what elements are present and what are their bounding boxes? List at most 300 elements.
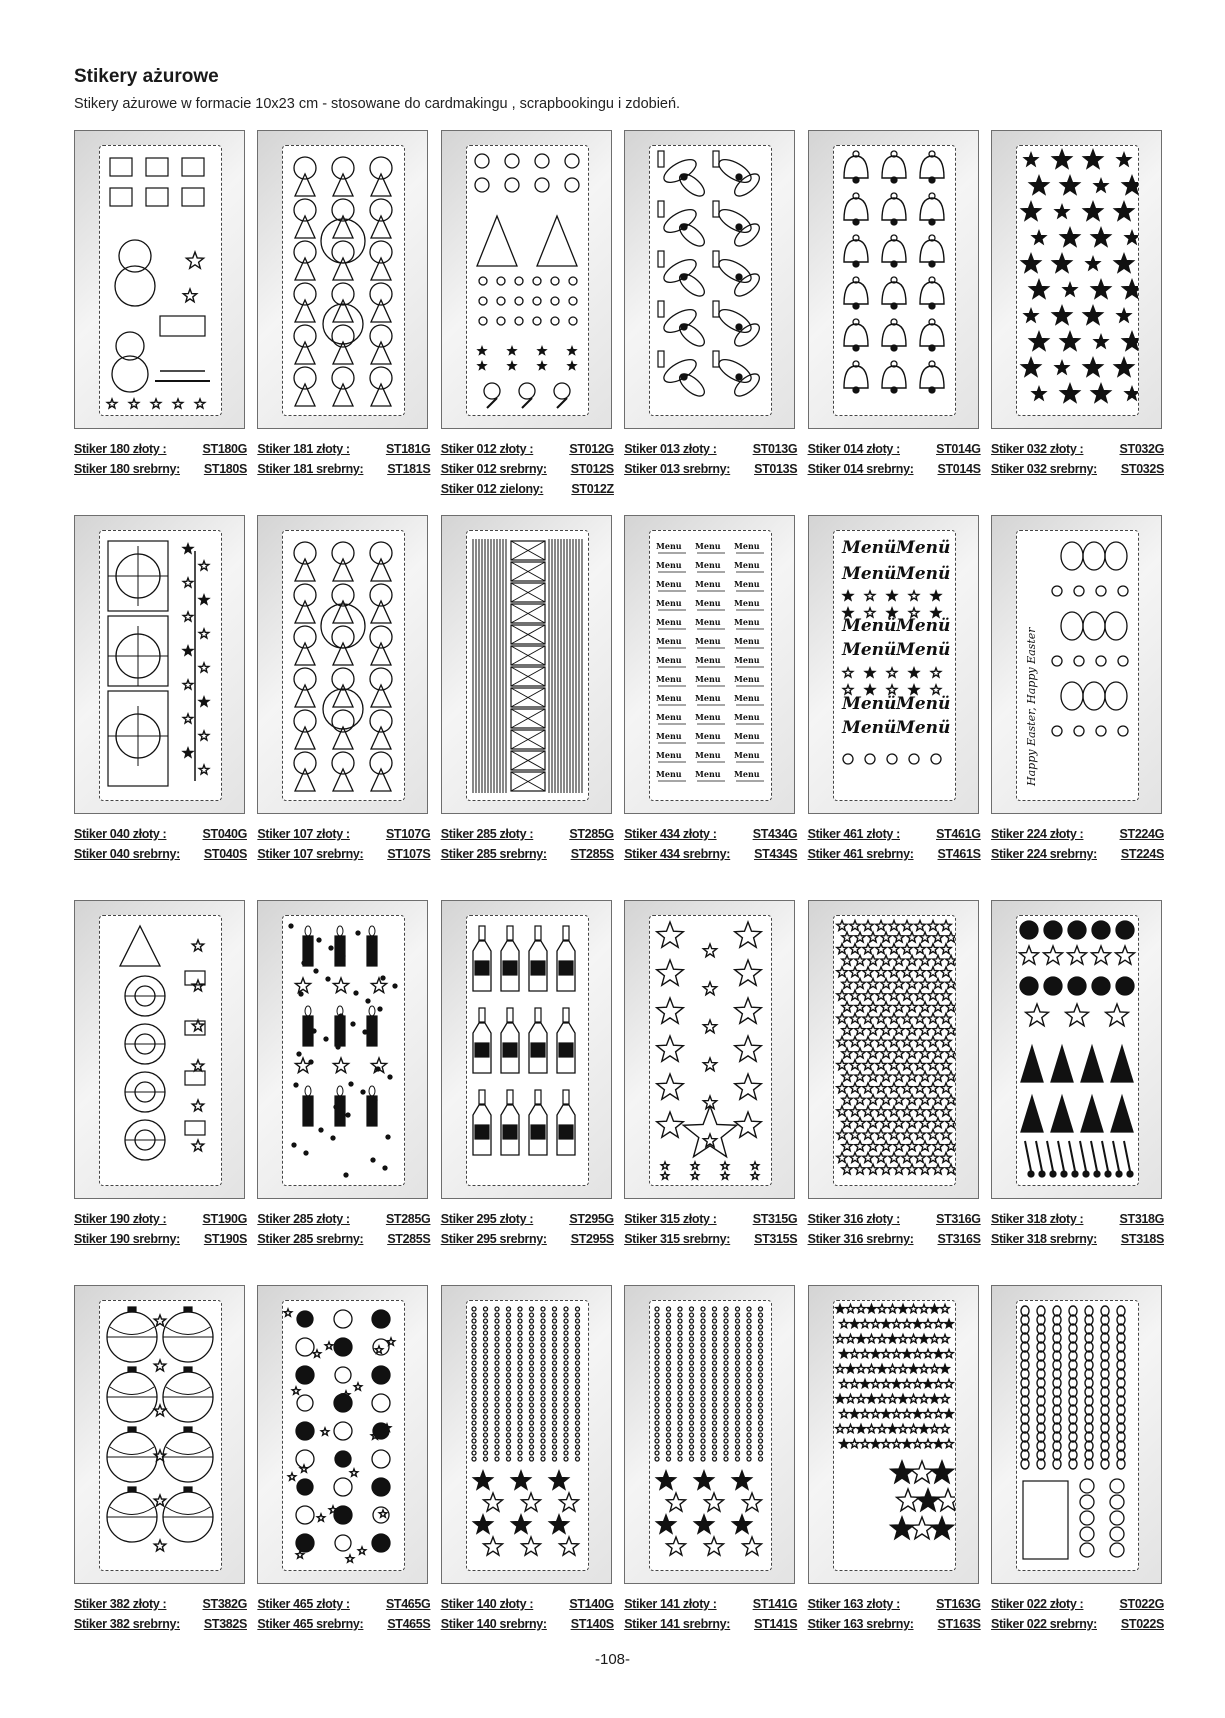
product-code: ST022S — [1120, 1617, 1164, 1631]
product-code: ST316S — [937, 1232, 981, 1246]
product-code: ST163G — [936, 1597, 981, 1611]
product-code: ST141S — [754, 1617, 798, 1631]
product-variant-name: Stiker 180 złoty : — [74, 442, 167, 456]
product-labels — [991, 439, 1164, 479]
sticker-pattern — [650, 146, 771, 415]
product-label-line — [991, 844, 1164, 864]
svg-text:Menu: Menu — [695, 598, 721, 608]
product-label-line — [74, 844, 247, 864]
product-card — [624, 515, 797, 864]
svg-text:Menu: Menu — [656, 541, 682, 551]
product-code: ST181G — [385, 442, 431, 456]
product-label-line — [808, 1229, 981, 1249]
product-labels — [74, 1209, 247, 1249]
sticker-photo-frame — [74, 900, 245, 1199]
sticker-photo-frame — [441, 130, 612, 429]
product-variant-name: Stiker 382 srebrny: — [74, 1617, 180, 1631]
product-code: ST032G — [1119, 442, 1164, 456]
svg-text:Menu: Menu — [656, 560, 682, 570]
product-card — [257, 515, 430, 864]
product-label-line — [991, 439, 1164, 459]
product-variant-name: Stiker 032 srebrny: — [991, 462, 1097, 476]
svg-text:Menü: Menü — [841, 564, 896, 584]
product-card — [991, 515, 1164, 864]
product-code: ST224G — [1119, 827, 1164, 841]
sticker-pattern — [283, 146, 404, 415]
sticker-pattern — [100, 916, 221, 1185]
product-labels — [74, 439, 247, 479]
product-labels — [441, 1209, 614, 1249]
svg-text:Menu: Menu — [656, 579, 682, 589]
sticker-photo-frame — [441, 1285, 612, 1584]
sticker-photo-frame — [74, 1285, 245, 1584]
sticker-photo-frame — [624, 900, 795, 1199]
product-label-line — [441, 824, 614, 844]
product-variant-name: Stiker 434 złoty : — [624, 827, 717, 841]
svg-text:Menu: Menu — [695, 674, 721, 684]
sticker-sheet-image — [1016, 530, 1139, 801]
svg-text:Menu: Menu — [656, 731, 682, 741]
product-labels — [624, 439, 797, 479]
sticker-pattern — [834, 531, 955, 800]
svg-text:Menü: Menü — [895, 718, 950, 738]
product-variant-name: Stiker 141 srebrny: — [624, 1617, 731, 1631]
product-card — [74, 130, 247, 479]
svg-text:Menu: Menu — [656, 674, 682, 684]
product-card — [257, 900, 430, 1249]
svg-text:Menü: Menü — [895, 694, 950, 714]
product-label-line — [74, 824, 247, 844]
sticker-sheet-image — [99, 145, 222, 416]
product-variant-name: Stiker 032 złoty : — [991, 442, 1084, 456]
product-variant-name: Stiker 285 złoty : — [257, 1212, 350, 1226]
product-card — [441, 130, 614, 499]
product-variant-name: Stiker 190 złoty : — [74, 1212, 167, 1226]
product-code: ST465G — [385, 1597, 431, 1611]
product-variant-name: Stiker 012 zielony: — [440, 482, 544, 496]
page-number: -108- — [594, 1651, 631, 1668]
svg-text:Menu: Menu — [734, 731, 760, 741]
product-code: ST012S — [570, 462, 614, 476]
product-code: ST434G — [752, 827, 798, 841]
product-row — [74, 900, 1164, 1285]
product-variant-name: Stiker 316 srebrny: — [807, 1232, 914, 1246]
product-code: ST190S — [203, 1232, 247, 1246]
sticker-sheet-image — [1016, 145, 1139, 416]
svg-text:Menu: Menu — [734, 693, 760, 703]
sticker-pattern — [1017, 1301, 1138, 1570]
product-variant-name: Stiker 181 srebrny: — [257, 462, 364, 476]
product-label-line — [74, 459, 247, 479]
sticker-sheet-image — [649, 145, 772, 416]
sticker-sheet-image — [649, 530, 772, 801]
product-code: ST013G — [752, 442, 798, 456]
svg-text:Menu: Menu — [656, 769, 682, 779]
product-variant-name: Stiker 180 srebrny: — [74, 462, 180, 476]
product-variant-name: Stiker 107 złoty : — [257, 827, 350, 841]
product-label-line — [624, 1229, 797, 1249]
product-code: ST318S — [1120, 1232, 1164, 1246]
sticker-photo-frame — [624, 1285, 795, 1584]
product-code: ST107G — [385, 827, 431, 841]
svg-text:Menu: Menu — [695, 617, 721, 627]
product-label-line — [624, 439, 797, 459]
product-variant-name: Stiker 285 srebrny: — [257, 1232, 364, 1246]
product-card — [74, 1285, 247, 1634]
sticker-photo-frame — [257, 1285, 428, 1584]
sticker-sheet-image — [833, 915, 956, 1186]
product-label-line — [257, 439, 430, 459]
sticker-photo-frame — [441, 515, 612, 814]
product-label-line — [441, 844, 614, 864]
product-card — [991, 1285, 1164, 1634]
product-label-line — [74, 439, 247, 459]
product-label-line — [257, 459, 430, 479]
product-variant-name: Stiker 465 srebrny: — [257, 1617, 364, 1631]
product-variant-name: Stiker 013 złoty : — [624, 442, 717, 456]
svg-text:Menu: Menu — [695, 693, 721, 703]
sticker-photo-frame — [991, 130, 1162, 429]
product-label-line — [441, 1229, 614, 1249]
product-code: ST315S — [754, 1232, 798, 1246]
product-variant-name: Stiker 181 złoty : — [257, 442, 350, 456]
svg-text:Menu: Menu — [695, 541, 721, 551]
product-variant-name: Stiker 382 złoty : — [74, 1597, 167, 1611]
sticker-pattern — [834, 146, 955, 415]
svg-text:Menu: Menu — [695, 769, 721, 779]
sticker-pattern — [283, 531, 404, 800]
product-card — [257, 130, 430, 479]
svg-text:Menu: Menu — [734, 636, 760, 646]
product-labels — [441, 1594, 614, 1634]
product-label-line — [624, 1594, 797, 1614]
product-label-line — [808, 824, 981, 844]
product-variant-name: Stiker 285 złoty : — [440, 827, 534, 841]
sticker-pattern — [1017, 531, 1138, 800]
svg-text:Menu: Menu — [656, 655, 682, 665]
product-labels — [441, 824, 614, 864]
product-labels — [257, 1209, 430, 1249]
product-code: ST285G — [569, 827, 614, 841]
sticker-pattern — [650, 916, 771, 1185]
sticker-pattern — [100, 531, 221, 800]
svg-text:Menu: Menu — [734, 750, 760, 760]
product-label-line — [808, 1594, 981, 1614]
svg-text:Menu: Menu — [734, 674, 760, 684]
product-code: ST285S — [387, 1232, 431, 1246]
sticker-pattern — [1017, 146, 1138, 415]
product-variant-name: Stiker 461 złoty : — [807, 827, 900, 841]
product-labels — [991, 1209, 1164, 1249]
product-labels — [74, 824, 247, 864]
sticker-sheet-image — [282, 1300, 405, 1571]
product-card — [991, 130, 1164, 479]
product-card — [624, 130, 797, 479]
sticker-pattern — [467, 916, 588, 1185]
product-label-line — [74, 1209, 247, 1229]
product-code: ST012Z — [571, 482, 614, 496]
product-label-line — [257, 844, 430, 864]
sticker-sheet-image — [833, 145, 956, 416]
product-code: ST040G — [202, 827, 247, 841]
svg-text:Menu: Menu — [656, 712, 682, 722]
product-labels — [441, 439, 614, 499]
product-card — [808, 130, 981, 479]
product-code: ST181S — [387, 462, 431, 476]
product-variant-name: Stiker 014 złoty : — [807, 442, 900, 456]
product-variant-name: Stiker 140 srebrny: — [440, 1617, 547, 1631]
svg-text:Menu: Menu — [734, 617, 760, 627]
product-label-line — [624, 1209, 797, 1229]
product-variant-name: Stiker 318 srebrny: — [991, 1232, 1097, 1246]
product-labels — [991, 1594, 1164, 1634]
product-card — [441, 515, 614, 864]
svg-text:Menü: Menü — [841, 616, 896, 636]
svg-text:Menu: Menu — [695, 636, 721, 646]
svg-text:Menü: Menü — [841, 694, 896, 714]
sticker-pattern — [650, 531, 771, 800]
sticker-pattern — [100, 1301, 221, 1570]
svg-text:Menü: Menü — [895, 564, 950, 584]
sticker-sheet-image — [282, 530, 405, 801]
product-code: ST013S — [754, 462, 798, 476]
product-code: ST014S — [937, 462, 981, 476]
sticker-sheet-image — [282, 145, 405, 416]
sticker-photo-frame — [808, 900, 979, 1199]
svg-text:Menu: Menu — [734, 579, 760, 589]
sticker-photo-frame — [441, 900, 612, 1199]
sticker-pattern — [467, 146, 588, 415]
product-code: ST180G — [202, 442, 247, 456]
product-labels — [808, 439, 981, 479]
product-label-line — [257, 1594, 430, 1614]
product-code: ST022G — [1119, 1597, 1164, 1611]
product-code: ST140G — [569, 1597, 614, 1611]
svg-text:Menu: Menu — [734, 598, 760, 608]
sticker-sheet-image — [649, 1300, 772, 1571]
product-variant-name: Stiker 141 złoty : — [624, 1597, 717, 1611]
product-code: ST140S — [570, 1617, 614, 1631]
product-label-line — [991, 824, 1164, 844]
svg-text:Menu: Menu — [695, 579, 721, 589]
product-label-line — [441, 1209, 614, 1229]
product-label-line — [624, 844, 797, 864]
svg-text:Menü: Menü — [895, 538, 950, 558]
product-code: ST295S — [570, 1232, 614, 1246]
sticker-photo-frame — [991, 1285, 1162, 1584]
svg-text:Menu: Menu — [656, 693, 682, 703]
product-card — [74, 900, 247, 1249]
sticker-photo-frame — [808, 515, 979, 814]
product-label-line — [808, 1209, 981, 1229]
product-label-line — [441, 439, 614, 459]
product-variant-name: Stiker 434 srebrny: — [624, 847, 731, 861]
svg-text:Menu: Menu — [656, 750, 682, 760]
product-label-line — [624, 459, 797, 479]
svg-text:Menu: Menu — [734, 541, 760, 551]
sticker-sheet-image — [1016, 915, 1139, 1186]
product-code: ST315G — [752, 1212, 798, 1226]
product-card — [624, 1285, 797, 1634]
svg-text:Menu: Menu — [734, 560, 760, 570]
svg-text:Menu: Menu — [695, 655, 721, 665]
sticker-pattern — [283, 1301, 404, 1570]
product-label-line — [74, 1229, 247, 1249]
product-label-line — [808, 844, 981, 864]
product-label-line — [74, 1614, 247, 1634]
product-variant-name: Stiker 163 złoty : — [807, 1597, 900, 1611]
product-code: ST285G — [385, 1212, 431, 1226]
product-label-line — [441, 1594, 614, 1614]
product-code: ST107S — [387, 847, 431, 861]
product-variant-name: Stiker 012 złoty : — [440, 442, 534, 456]
product-code: ST141G — [752, 1597, 798, 1611]
product-code: ST032S — [1120, 462, 1164, 476]
product-label-line — [441, 1614, 614, 1634]
sticker-sheet-image — [833, 1300, 956, 1571]
svg-text:Menu: Menu — [734, 655, 760, 665]
product-label-line — [74, 1594, 247, 1614]
sticker-photo-frame — [257, 515, 428, 814]
sticker-pattern — [467, 1301, 588, 1570]
product-grid — [74, 130, 1164, 1670]
product-variant-name: Stiker 013 srebrny: — [624, 462, 731, 476]
product-label-line — [441, 479, 614, 499]
svg-text:Menu: Menu — [656, 617, 682, 627]
product-variant-name: Stiker 461 srebrny: — [807, 847, 914, 861]
product-card — [441, 1285, 614, 1634]
sticker-pattern — [100, 146, 221, 415]
product-row — [74, 130, 1164, 515]
product-labels — [257, 1594, 430, 1634]
product-code: ST465S — [387, 1617, 431, 1631]
product-code: ST461G — [936, 827, 981, 841]
product-code: ST295G — [569, 1212, 614, 1226]
product-code: ST012G — [569, 442, 614, 456]
sticker-sheet-image — [466, 915, 589, 1186]
product-code: ST040S — [203, 847, 247, 861]
product-label-line — [624, 1614, 797, 1634]
sticker-photo-frame — [624, 130, 795, 429]
product-variant-name: Stiker 014 srebrny: — [807, 462, 914, 476]
sticker-sheet-image — [466, 145, 589, 416]
product-variant-name: Stiker 315 złoty : — [624, 1212, 717, 1226]
sticker-pattern — [1017, 916, 1138, 1185]
product-label-line — [441, 459, 614, 479]
product-label-line — [624, 824, 797, 844]
svg-text:Menü: Menü — [841, 538, 896, 558]
sticker-sheet-image — [99, 1300, 222, 1571]
product-labels — [808, 1209, 981, 1249]
product-card — [441, 900, 614, 1249]
sticker-photo-frame — [624, 515, 795, 814]
product-variant-name: Stiker 295 srebrny: — [440, 1232, 547, 1246]
product-variant-name: Stiker 224 srebrny: — [991, 847, 1097, 861]
sticker-photo-frame — [257, 130, 428, 429]
product-label-line — [991, 459, 1164, 479]
sticker-photo-frame — [991, 900, 1162, 1199]
product-labels — [74, 1594, 247, 1634]
product-variant-name: Stiker 022 złoty : — [991, 1597, 1084, 1611]
product-variant-name: Stiker 163 srebrny: — [807, 1617, 914, 1631]
product-label-line — [257, 1209, 430, 1229]
product-label-line — [991, 1614, 1164, 1634]
product-code: ST461S — [937, 847, 981, 861]
product-code: ST190G — [202, 1212, 247, 1226]
svg-text:Menu: Menu — [695, 731, 721, 741]
product-labels — [808, 1594, 981, 1634]
product-code: ST316G — [936, 1212, 981, 1226]
product-code: ST163S — [937, 1617, 981, 1631]
sticker-pattern — [650, 1301, 771, 1570]
sticker-photo-frame — [808, 130, 979, 429]
product-code: ST224S — [1120, 847, 1164, 861]
sticker-sheet-image — [99, 915, 222, 1186]
svg-text:Menü: Menü — [895, 616, 950, 636]
product-labels — [808, 824, 981, 864]
sticker-pattern — [834, 916, 955, 1185]
product-row — [74, 515, 1164, 900]
product-label-line — [808, 439, 981, 459]
svg-text:Menu: Menu — [656, 598, 682, 608]
svg-text:Menu: Menu — [695, 712, 721, 722]
svg-text:Menü: Menü — [841, 718, 896, 738]
product-label-line — [257, 1614, 430, 1634]
product-card — [808, 515, 981, 864]
product-code: ST180S — [203, 462, 247, 476]
product-label-line — [991, 1594, 1164, 1614]
sticker-pattern — [467, 531, 588, 800]
sticker-sheet-image — [282, 915, 405, 1186]
product-variant-name: Stiker 285 srebrny: — [440, 847, 547, 861]
sticker-pattern — [283, 916, 404, 1185]
svg-text:Menü: Menü — [841, 640, 896, 660]
product-label-line — [257, 1229, 430, 1249]
sticker-sheet-image — [466, 1300, 589, 1571]
page-subtitle: Stikery ażurowe w formacie 10x23 cm - stosowane do cardmakingu , scrapbookingu i zdobień. — [74, 96, 681, 112]
product-label-line — [991, 1229, 1164, 1249]
product-variant-name: Stiker 316 złoty : — [807, 1212, 900, 1226]
product-labels — [257, 439, 430, 479]
svg-text:Menu: Menu — [734, 769, 760, 779]
product-variant-name: Stiker 040 srebrny: — [74, 847, 180, 861]
product-variant-name: Stiker 040 złoty : — [74, 827, 167, 841]
svg-text:Menu: Menu — [734, 712, 760, 722]
product-variant-name: Stiker 295 złoty : — [440, 1212, 534, 1226]
product-label-line — [257, 824, 430, 844]
sticker-sheet-image — [99, 530, 222, 801]
product-labels — [624, 1594, 797, 1634]
product-card — [808, 1285, 981, 1634]
product-labels — [991, 824, 1164, 864]
sticker-photo-frame — [74, 515, 245, 814]
sticker-photo-frame — [257, 900, 428, 1199]
product-card — [74, 515, 247, 864]
product-labels — [624, 1209, 797, 1249]
product-labels — [257, 824, 430, 864]
svg-text:Menü: Menü — [895, 640, 950, 660]
product-row — [74, 1285, 1164, 1670]
product-labels — [624, 824, 797, 864]
sticker-sheet-image — [1016, 1300, 1139, 1571]
product-variant-name: Stiker 022 srebrny: — [991, 1617, 1097, 1631]
product-code: ST285S — [570, 847, 614, 861]
sticker-pattern — [834, 1301, 955, 1570]
product-code: ST382S — [203, 1617, 247, 1631]
sticker-sheet-image — [649, 915, 772, 1186]
product-code: ST382G — [202, 1597, 247, 1611]
product-label-line — [808, 459, 981, 479]
